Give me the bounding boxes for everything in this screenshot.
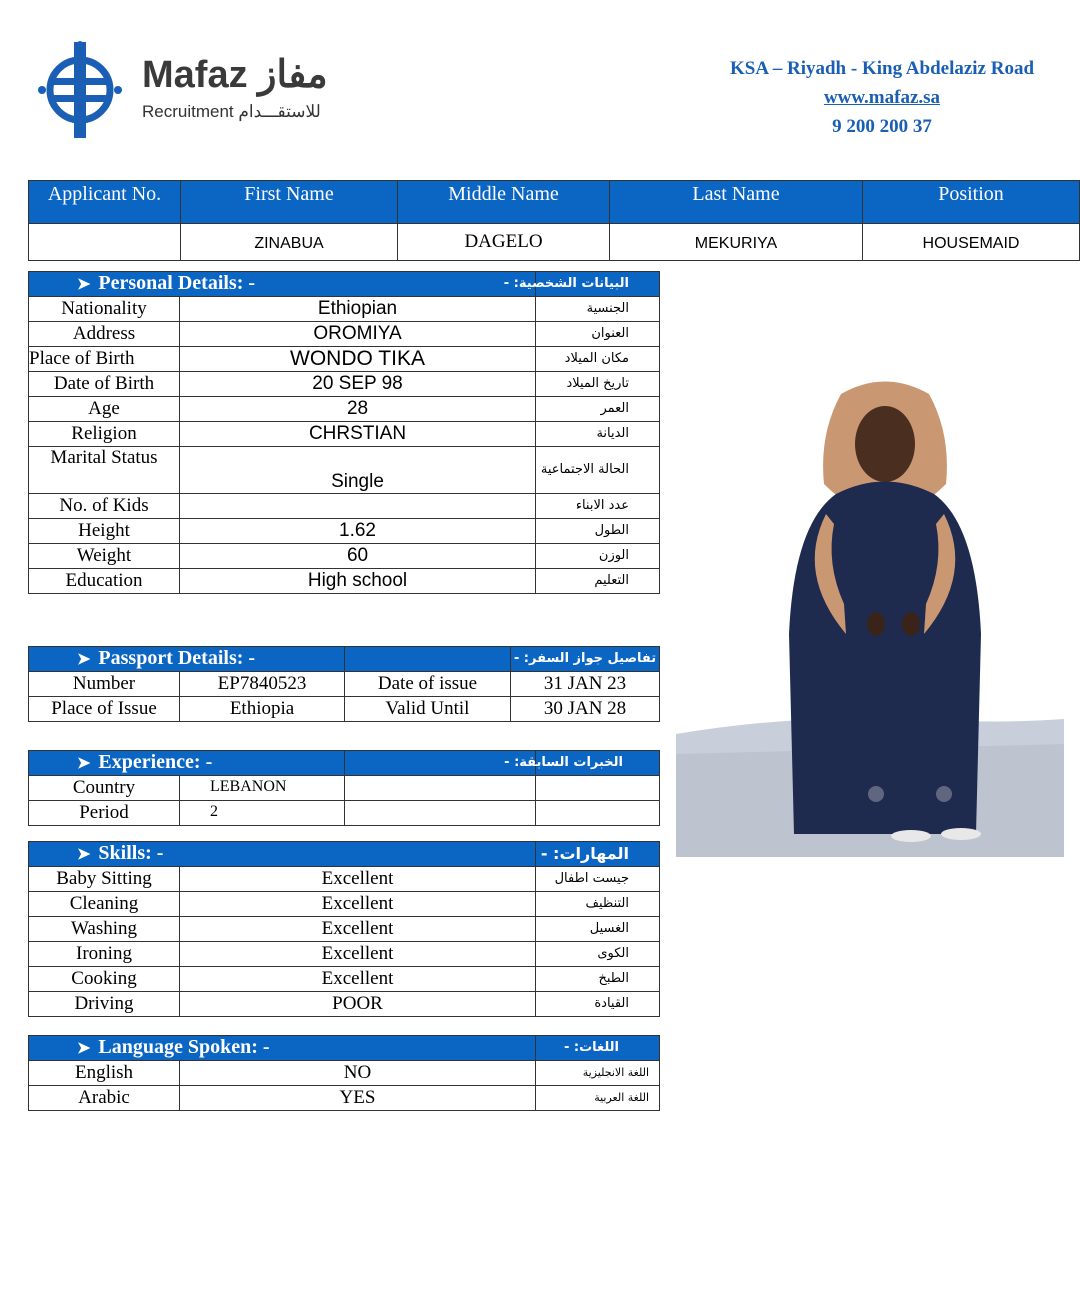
field-value: CHRSTIAN	[180, 422, 536, 447]
experience-period: 2	[180, 801, 345, 826]
first-name: ZINABUA	[181, 224, 398, 261]
company-logo-icon	[34, 40, 126, 140]
applicant-number	[29, 224, 181, 261]
skill-label: Washing	[29, 917, 180, 942]
skill-label-ar: الغسيل	[536, 917, 660, 942]
skill-label: Ironing	[29, 942, 180, 967]
valid-until: 30 JAN 28	[511, 697, 660, 722]
language-value: NO	[180, 1061, 536, 1086]
skill-level: Excellent	[180, 942, 536, 967]
section-title-ar: تفاصيل جواز السفر: -	[511, 647, 660, 672]
field-label: Place of Issue	[29, 697, 180, 722]
field-value	[180, 494, 536, 519]
language-label: Arabic	[29, 1086, 180, 1111]
field-label-ar: عدد الابناء	[536, 494, 660, 519]
section-title: ➤ Experience: -	[29, 751, 345, 776]
field-label-ar: مكان الميلاد	[536, 347, 660, 372]
personal-details-table	[28, 271, 660, 594]
header-label: Applicant No.	[29, 181, 181, 224]
field-label-ar: الوزن	[536, 544, 660, 569]
skill-label: Baby Sitting	[29, 867, 180, 892]
skill-label-ar: جيست اطفال	[536, 867, 660, 892]
field-label: Religion	[29, 422, 180, 447]
field-value: 1.62	[180, 519, 536, 544]
issue-date: 31 JAN 23	[511, 672, 660, 697]
field-label-ar: الديانة	[536, 422, 660, 447]
middle-name: DAGELO	[398, 224, 610, 261]
header-label: Middle Name	[398, 181, 610, 224]
field-label: Height	[29, 519, 180, 544]
header-label: First Name	[181, 181, 398, 224]
skill-label: Cooking	[29, 967, 180, 992]
company-name: Mafaz مفاز	[142, 54, 328, 96]
skill-label-ar: القيادة	[536, 992, 660, 1017]
field-label: Date of issue	[345, 672, 511, 697]
skill-label-ar: الكوى	[536, 942, 660, 967]
arrow-icon: ➤	[77, 1040, 91, 1057]
field-label-ar: العمر	[536, 397, 660, 422]
field-label: Marital Status	[29, 447, 180, 494]
last-name: MEKURIYA	[610, 224, 863, 261]
field-value: Ethiopian	[180, 297, 536, 322]
field-label: Date of Birth	[29, 372, 180, 397]
skill-level: Excellent	[180, 867, 536, 892]
arrow-icon: ➤	[77, 651, 91, 668]
field-value: 20 SEP 98	[180, 372, 536, 397]
field-label: Number	[29, 672, 180, 697]
skill-level: Excellent	[180, 967, 536, 992]
skill-level: Excellent	[180, 892, 536, 917]
field-value: Single	[180, 447, 536, 494]
website-link[interactable]: www.mafaz.sa	[823, 87, 941, 108]
field-value: OROMIYA	[180, 322, 536, 347]
section-title: ➤ Personal Details: -	[29, 272, 536, 297]
section-title: ➤ Skills: -	[29, 842, 536, 867]
section-title-ar: الخبرات السابقة: -	[536, 751, 660, 776]
skill-level: Excellent	[180, 917, 536, 942]
skill-label-ar: التنظيف	[536, 892, 660, 917]
full-body-photo	[676, 374, 1064, 857]
skill-label: Driving	[29, 992, 180, 1017]
field-label: No. of Kids	[29, 494, 180, 519]
arrow-icon: ➤	[77, 846, 91, 863]
contact-address: KSA – Riyadh - King Abdelaziz Road	[729, 58, 1035, 79]
language-label: English	[29, 1061, 180, 1086]
section-title-ar: البيانات الشخصية: -	[536, 272, 660, 297]
field-label-ar: العنوان	[536, 322, 660, 347]
language-value: YES	[180, 1086, 536, 1111]
field-label: Nationality	[29, 297, 180, 322]
passport-number: EP7840523	[180, 672, 345, 697]
field-value: 28	[180, 397, 536, 422]
field-label-ar: تاريخ الميلاد	[536, 372, 660, 397]
language-table	[28, 1035, 660, 1111]
field-label: Address	[29, 322, 180, 347]
experience-country: LEBANON	[180, 776, 345, 801]
section-title: ➤ Language Spoken: -	[29, 1036, 536, 1061]
header-label: Last Name	[610, 181, 863, 224]
field-label-ar: الحالة الاجتماعية	[536, 447, 660, 494]
applicant-header-table	[28, 180, 1080, 261]
company-subtitle: Recruitment للاستقـــدام	[142, 102, 321, 121]
field-value: 60	[180, 544, 536, 569]
position: HOUSEMAID	[863, 224, 1080, 261]
language-label-ar: اللغة الانجليزية	[536, 1061, 660, 1086]
field-label-ar: الجنسية	[536, 297, 660, 322]
field-label: Age	[29, 397, 180, 422]
section-title-ar: اللغات: -	[536, 1036, 660, 1061]
contact-block	[712, 54, 1052, 141]
header-label: Position	[863, 181, 1080, 224]
field-label-ar: الطول	[536, 519, 660, 544]
field-label-ar: التعليم	[536, 569, 660, 594]
arrow-icon: ➤	[77, 276, 91, 293]
field-value: High school	[180, 569, 536, 594]
field-label: Education	[29, 569, 180, 594]
skill-label-ar: الطبخ	[536, 967, 660, 992]
place-of-issue: Ethiopia	[180, 697, 345, 722]
contact-phone: 9 200 200 37	[832, 116, 932, 137]
field-label: Country	[29, 776, 180, 801]
arrow-icon: ➤	[77, 755, 91, 772]
field-label: Period	[29, 801, 180, 826]
section-title-ar: المهارات: -	[536, 842, 660, 867]
field-label: Place of Birth	[29, 347, 180, 372]
skills-table	[28, 841, 660, 1017]
section-title: ➤ Passport Details: -	[29, 647, 345, 672]
experience-table	[28, 750, 660, 826]
field-value: WONDO TIKA	[180, 347, 536, 372]
field-label: Weight	[29, 544, 180, 569]
passport-details-table	[28, 646, 660, 722]
skill-label: Cleaning	[29, 892, 180, 917]
field-label: Valid Until	[345, 697, 511, 722]
language-label-ar: اللغة العربية	[536, 1086, 660, 1111]
skill-level: POOR	[180, 992, 536, 1017]
